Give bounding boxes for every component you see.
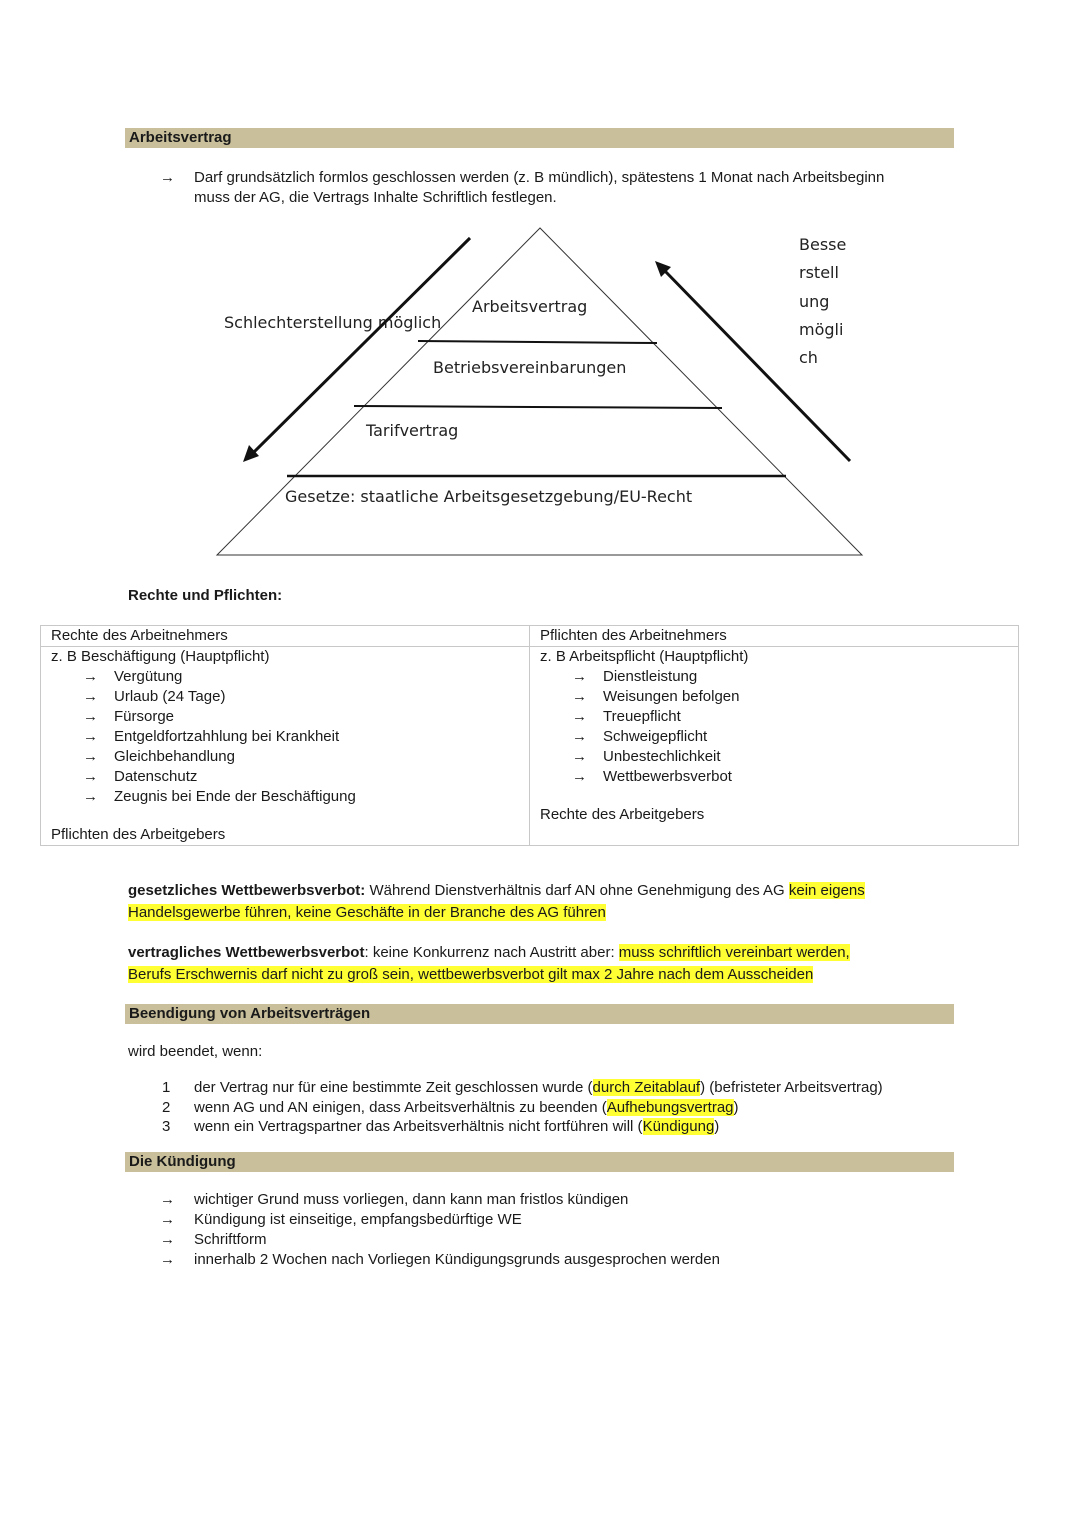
arrow-icon: → [83,768,98,785]
section-header-kuendigung: Die Kündigung [125,1152,954,1172]
arrow-icon: → [160,1251,175,1268]
left-footer: Pflichten des Arbeitgebers [51,826,226,843]
term: gesetzliches Wettbewerbsverbot: [128,882,366,899]
table-header-left: Rechte des Arbeitnehmers [41,626,530,647]
list-item: → Unbestechlichkeit [572,748,721,765]
rights-duties-table [40,625,1019,846]
right-label-line: ung [799,292,830,311]
arrow-icon: → [572,748,587,765]
list-item: 2 wenn AG und AN einigen, dass Arbeitsverhältnis zu beenden (Aufhebungsvertrag) [162,1098,739,1116]
left-list [51,667,519,807]
section-header-beendigung: Beendigung von Arbeitsverträgen [125,1004,954,1024]
highlight: kein eigens [788,882,865,899]
right-label-line: rstell [799,263,839,282]
list-item: → wichtiger Grund muss vorliegen, dann kann man fristlos kündigen [160,1191,629,1208]
list-item: → Gleichbehandlung [83,748,235,765]
section-header-arbeitsvertrag: Arbeitsvertrag [125,128,954,148]
bullet-text-line2: muss der AG, die Vertrags Inhalte Schriftlich festlegen. [194,189,557,206]
highlight: Berufs Erschwernis darf nicht zu groß sein, wettbewerbsverbot gilt max 2 Jahre nach dem Ausscheiden [128,966,814,983]
table-header-right: Pflichten des Arbeitnehmers [530,626,1019,647]
highlight: muss schriftlich vereinbart werden, [618,944,850,961]
arrow-icon: → [160,1231,175,1248]
list-item: → Dienstleistung [572,668,698,685]
list-item: → Schweigepflicht [572,728,708,745]
beendigung-list [160,1078,883,1137]
arrow-icon: → [572,668,587,685]
list-item: → Entgeldfortzahhlung bei Krankheit [83,728,340,745]
arrow-icon: → [160,1211,175,1228]
list-item: → Treuepflicht [572,708,681,725]
right-label-line: ch [799,348,818,367]
list-item: → Zeugnis bei Ende der Beschäftigung [83,788,356,805]
list-item: → Kündigung ist einseitige, empfangsbedürftige WE [160,1211,522,1228]
table-cell-left [41,647,530,846]
arrow-icon: → [83,668,98,685]
arrow-icon: → [83,788,98,805]
right-label-line: Besse [799,235,847,254]
list-item: 1 der Vertrag nur für eine bestimmte Zeit geschlossen wurde (durch Zeitablauf) (befristeter Arbeitsvertrag) [162,1079,883,1096]
arrow-icon: → [83,708,98,725]
list-item: → Datenschutz [83,768,198,785]
highlight: Kündigung [642,1118,715,1135]
pyramid-level-betriebsvereinbarungen: Betriebsvereinbarungen [433,358,627,377]
highlight: durch Zeitablauf [592,1079,701,1096]
list-item: → Schriftform [160,1231,267,1248]
list-item: 3 wenn ein Vertragspartner das Arbeitsverhältnis nicht fortführen will (Kündigung) [162,1118,720,1135]
table-cell-right [530,647,1019,846]
right-intro: z. B Arbeitspflicht (Hauptpflicht) [540,648,749,665]
right-label-line: mögli [799,320,844,339]
beendigung-intro: wird beendet, wenn: [128,1043,263,1060]
arrow-icon: → [572,688,587,705]
list-item: → Fürsorge [83,708,175,725]
arrow-icon: → [160,1191,175,1208]
arrow-icon: → [572,768,587,785]
kuendigung-list [160,1190,720,1270]
pyramid-divider-1 [418,341,657,343]
rights-heading: Rechte und Pflichten: [128,587,283,604]
list-item: → Urlaub (24 Tage) [83,688,226,705]
list-item: → innerhalb 2 Wochen nach Vorliegen Kündigungsgrunds ausgesprochen werden [160,1251,720,1268]
pyramid-level-tarifvertrag: Tarifvertrag [366,421,459,440]
right-footer: Rechte des Arbeitgebers [540,806,705,823]
arrow-icon: → [572,708,587,725]
pyramid-divider-2 [354,406,722,408]
right-list [540,667,1008,787]
highlight: Aufhebungsvertrag [606,1098,734,1116]
hierarchy-pyramid [0,0,1080,580]
vertragliches-wettbewerbsverbot: vertragliches Wettbewerbsverbot: keine Konkurrenz nach Austritt aber: muss schriftlich vereinbart werden, Berufs Erschwernis darf nicht zu groß sein, wettbewerbsverbot gilt max 2 Jahre nach dem Ausscheiden [128,944,850,983]
bullet-text-line1: Darf grundsätzlich formlos geschlossen werden (z. B mündlich), spätestens 1 Monat nach Arbeitsbeginn [194,169,885,186]
highlight: Handelsgewerbe führen, keine Geschäfte in der Branche des AG führen [128,904,606,921]
pyramid-level-arbeitsvertrag: Arbeitsvertrag [472,297,588,316]
left-label: Schlechterstellung möglich [224,313,442,332]
arrow-icon: → [83,748,98,765]
gesetzliches-wettbewerbsverbot: gesetzliches Wettbewerbsverbot: Während Dienstverhältnis darf AN ohne Genehmigung des AG kein eigens Handelsgewerbe führen, keine Geschäfte in der Branche des AG führen [128,882,865,921]
arrow-icon: → [160,169,175,186]
list-item: → Vergütung [83,668,183,685]
arrow-icon: → [83,688,98,705]
arrow-icon: → [83,728,98,745]
pyramid-level-gesetze: Gesetze: staatliche Arbeitsgesetzgebung/EU-Recht [285,487,693,506]
left-intro: z. B Beschäftigung (Hauptpflicht) [51,648,270,665]
arrow-icon: → [572,728,587,745]
list-item: → Weisungen befolgen [572,688,740,705]
list-item: → Wettbewerbsverbot [572,768,732,785]
term: vertragliches Wettbewerbsverbot [128,944,365,961]
